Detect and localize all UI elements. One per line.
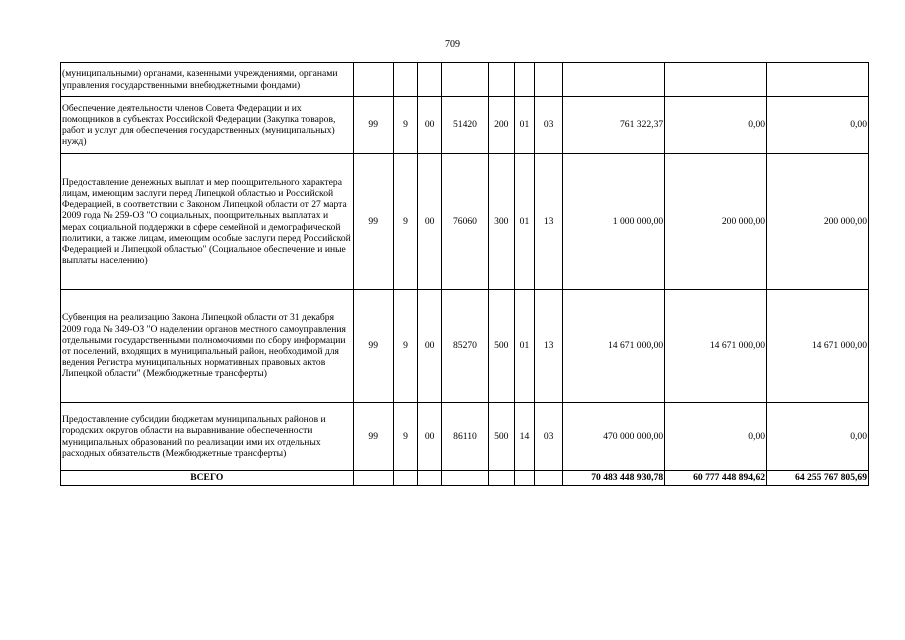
section-code: 01 bbox=[514, 97, 534, 154]
table-row bbox=[61, 403, 869, 471]
sum-year-2: 0,00 bbox=[665, 97, 767, 154]
total-sum-year-2: 60 777 448 894,62 bbox=[665, 471, 767, 486]
main-event-code: 00 bbox=[418, 154, 442, 290]
empty-cell bbox=[442, 471, 488, 486]
row-name: (муниципальными) органами, казенными учреждениями, органами управления государственными внебюджетными фондами) bbox=[61, 63, 354, 97]
program-code bbox=[353, 63, 393, 97]
subprogram-code: 9 bbox=[393, 97, 417, 154]
row-name: Субвенция на реализацию Закона Липецкой области от 31 декабря 2009 года № 349-ОЗ "О наделении органов местного самоуправления отдельными государственными полномочиями по сбору информации от поселений, входящих в муниципальный район, необходимой для ведения Регистра муниципальных нормативных правовых актов Липецкой области" (Межбюджетные трансферты) bbox=[61, 290, 354, 403]
empty-cell bbox=[488, 471, 514, 486]
section-code bbox=[514, 63, 534, 97]
row-name: Предоставление субсидии бюджетам муниципальных районов и городских округов области на выравнивание обеспеченности муниципальных образований по реализации ими их отдельных расходных обязательств (Межбюджетные трансферты) bbox=[61, 403, 354, 471]
sum-year-1: 470 000 000,00 bbox=[563, 403, 665, 471]
expense-type-code: 500 bbox=[488, 290, 514, 403]
subprogram-code: 9 bbox=[393, 154, 417, 290]
budget-table bbox=[60, 62, 869, 486]
sum-year-3: 0,00 bbox=[767, 97, 869, 154]
sum-year-3: 0,00 bbox=[767, 403, 869, 471]
direction-code: 51420 bbox=[442, 97, 488, 154]
sum-year-1: 761 322,37 bbox=[563, 97, 665, 154]
main-event-code bbox=[418, 63, 442, 97]
empty-cell bbox=[393, 471, 417, 486]
sum-year-3: 200 000,00 bbox=[767, 154, 869, 290]
section-code: 01 bbox=[514, 290, 534, 403]
empty-cell bbox=[353, 471, 393, 486]
total-row bbox=[61, 471, 869, 486]
direction-code: 85270 bbox=[442, 290, 488, 403]
section-code: 14 bbox=[514, 403, 534, 471]
row-name: Обеспечение деятельности членов Совета Федерации и их помощников в субъектах Российской Федерации (Закупка товаров, работ и услуг для обеспечения государственных (муниципальных) нужд) bbox=[61, 97, 354, 154]
direction-code: 76060 bbox=[442, 154, 488, 290]
program-code: 99 bbox=[353, 290, 393, 403]
subsection-code: 13 bbox=[535, 290, 563, 403]
total-sum-year-1: 70 483 448 930,78 bbox=[563, 471, 665, 486]
total-label: ВСЕГО bbox=[61, 471, 354, 486]
sum-year-1: 14 671 000,00 bbox=[563, 290, 665, 403]
expense-type-code: 500 bbox=[488, 403, 514, 471]
subsection-code: 03 bbox=[535, 403, 563, 471]
sum-year-2 bbox=[665, 63, 767, 97]
subsection-code: 03 bbox=[535, 97, 563, 154]
expense-type-code: 200 bbox=[488, 97, 514, 154]
direction-code bbox=[442, 63, 488, 97]
section-code: 01 bbox=[514, 154, 534, 290]
program-code: 99 bbox=[353, 97, 393, 154]
main-event-code: 00 bbox=[418, 290, 442, 403]
subprogram-code: 9 bbox=[393, 403, 417, 471]
program-code: 99 bbox=[353, 403, 393, 471]
row-name: Предоставление денежных выплат и мер поощрительного характера лицам, имеющим заслуги перед Липецкой областью и Российской Федерацией, в соответствии с Законом Липецкой области от 27 марта 2009 года № 259-ОЗ "О социальных, поощрительных выплатах и мерах социальной поддержки в сфере семейной и демографической политики, а также лицам, имеющим особые заслуги перед Российской Федерацией и Липецкой областью" (Социальное обеспечение и иные выплаты населению) bbox=[61, 154, 354, 290]
page-number: 709 bbox=[445, 39, 460, 50]
empty-cell bbox=[535, 471, 563, 486]
empty-cell bbox=[418, 471, 442, 486]
direction-code: 86110 bbox=[442, 403, 488, 471]
subsection-code bbox=[535, 63, 563, 97]
subsection-code: 13 bbox=[535, 154, 563, 290]
table-row bbox=[61, 290, 869, 403]
sum-year-3 bbox=[767, 63, 869, 97]
sum-year-2: 200 000,00 bbox=[665, 154, 767, 290]
main-event-code: 00 bbox=[418, 97, 442, 154]
program-code: 99 bbox=[353, 154, 393, 290]
subprogram-code: 9 bbox=[393, 290, 417, 403]
main-event-code: 00 bbox=[418, 403, 442, 471]
sum-year-2: 14 671 000,00 bbox=[665, 290, 767, 403]
sum-year-3: 14 671 000,00 bbox=[767, 290, 869, 403]
total-sum-year-3: 64 255 767 805,69 bbox=[767, 471, 869, 486]
table-row bbox=[61, 97, 869, 154]
table-row bbox=[61, 63, 869, 97]
empty-cell bbox=[514, 471, 534, 486]
sum-year-1 bbox=[563, 63, 665, 97]
sum-year-2: 0,00 bbox=[665, 403, 767, 471]
expense-type-code bbox=[488, 63, 514, 97]
table-row bbox=[61, 154, 869, 290]
sum-year-1: 1 000 000,00 bbox=[563, 154, 665, 290]
expense-type-code: 300 bbox=[488, 154, 514, 290]
subprogram-code bbox=[393, 63, 417, 97]
